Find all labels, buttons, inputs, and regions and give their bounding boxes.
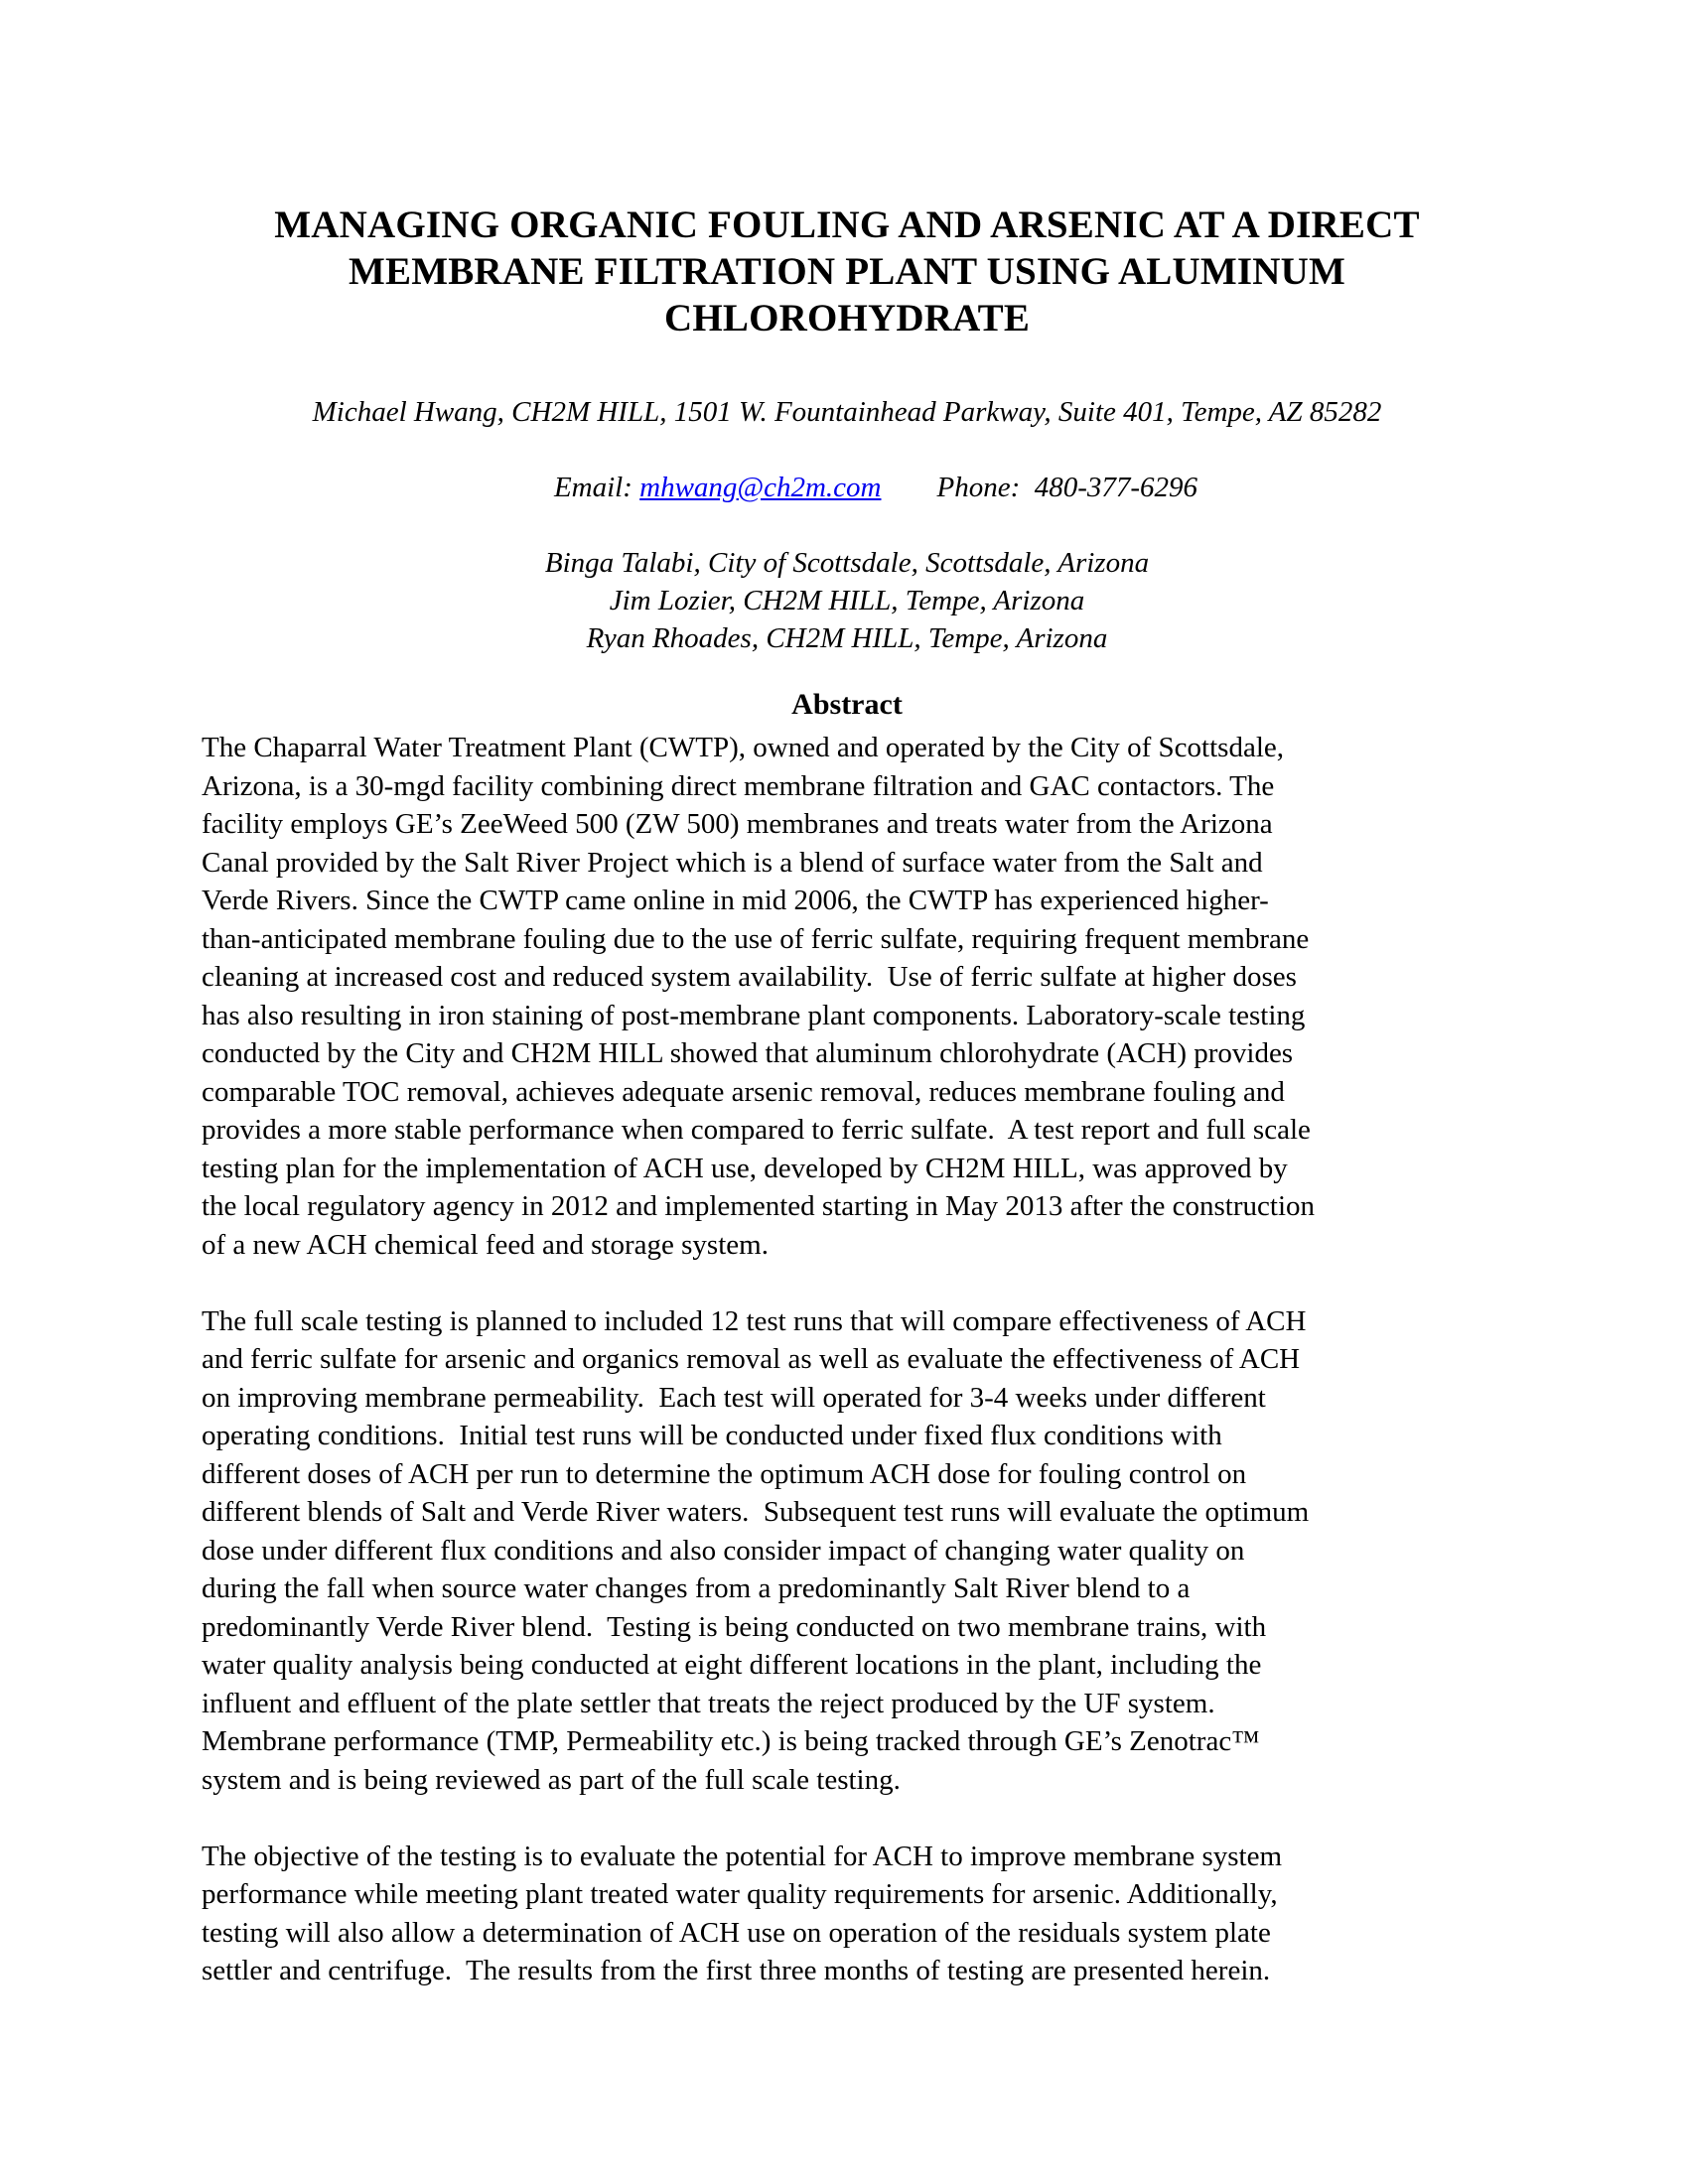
text-line: on improving membrane permeability. Each test will operated for 3-4 weeks under different — [202, 1381, 1266, 1414]
text-line: dose under different flux conditions and also consider impact of changing water quality on — [202, 1534, 1245, 1567]
text-line: different blends of Salt and Verde River waters. Subsequent test runs will evaluate the optimum — [202, 1496, 1310, 1528]
abstract-paragraph-1 — [202, 729, 1492, 1264]
text-line: operating conditions. Initial test runs will be conducted under fixed flux conditions with — [202, 1420, 1222, 1451]
abstract-heading: Abstract — [791, 688, 903, 721]
text-line: system and is being reviewed as part of the full scale testing. — [202, 1763, 901, 1796]
text-line: testing plan for the implementation of ACH use, developed by CH2M HILL, was approved by — [202, 1152, 1288, 1184]
text-line: comparable TOC removal, achieves adequate arsenic removal, reduces membrane fouling and — [202, 1075, 1285, 1108]
text-line: Canal provided by the Salt River Project which is a blend of surface water from the Salt and — [202, 846, 1263, 879]
text-line: performance while meeting plant treated water quality requirements for arsenic. Additionally, — [202, 1878, 1278, 1910]
text-line: water quality analysis being conducted at eight different locations in the plant, including the — [202, 1649, 1262, 1681]
text-line: The full scale testing is planned to included 12 test runs that will compare effectiveness of ACH — [202, 1304, 1307, 1337]
author-affiliation: Michael Hwang, CH2M HILL, 1501 W. Fountainhead Parkway, Suite 401, Tempe, AZ 85282 — [312, 396, 1382, 428]
abstract-paragraph-2 — [202, 1302, 1492, 1800]
text-line: Membrane performance (TMP, Permeability etc.) is being tracked through GE’s Zenotrac™ — [202, 1725, 1260, 1757]
text-line: The objective of the testing is to evaluate the potential for ACH to improve membrane system — [202, 1840, 1283, 1872]
phone-text: Phone: 480-377-6296 — [936, 472, 1198, 503]
text-line: Verde Rivers. Since the CWTP came online in mid 2006, the CWTP has experienced higher- — [202, 885, 1269, 916]
text-line: and ferric sulfate for arsenic and organics removal as well as evaluate the effectiveness of ACH — [202, 1343, 1301, 1375]
page-content — [202, 0, 1492, 1990]
text-line: testing will also allow a determination of ACH use on operation of the residuals system plate — [202, 1916, 1271, 1949]
text-line: different doses of ACH per run to determine the optimum ACH dose for fouling control on — [202, 1457, 1247, 1490]
contact-line — [202, 431, 1492, 544]
text-line: than-anticipated membrane fouling due to the use of ferric sulfate, requiring frequent membrane — [202, 922, 1310, 955]
text-line: Arizona, is a 30-mgd facility combining direct membrane filtration and GAC contactors. The — [202, 769, 1275, 802]
paper-title — [202, 202, 1492, 341]
text-line: facility employs GE’s ZeeWeed 500 (ZW 500) membranes and treats water from the Arizona — [202, 808, 1273, 840]
text-line: Ryan Rhoades, CH2M HILL, Tempe, Arizona — [586, 622, 1108, 654]
email-label: Email: — [553, 472, 640, 503]
text-line: CHLOROHYDRATE — [663, 297, 1031, 340]
text-line: Binga Talabi, City of Scottsdale, Scottsdale, Arizona — [544, 547, 1150, 579]
text-line: settler and centrifuge. The results from the first three months of testing are presented herein. — [202, 1955, 1271, 1986]
text-line: has also resulting in iron staining of post-membrane plant components. Laboratory-scale testing — [202, 999, 1306, 1031]
text-line: cleaning at increased cost and reduced system availability. Use of ferric sulfate at higher doses — [202, 961, 1297, 993]
abstract-paragraph-3 — [202, 1838, 1492, 1990]
text-line: during the fall when source water changes from a predominantly Salt River blend to a — [202, 1572, 1191, 1604]
email-link[interactable]: mhwang@ch2m.com — [639, 472, 882, 503]
author-block — [202, 393, 1492, 657]
text-line: predominantly Verde River blend. Testing is being conducted on two membrane trains, with — [202, 1610, 1267, 1643]
text-line: influent and effluent of the plate settler that treats the reject produced by the UF system. — [202, 1687, 1215, 1719]
text-line: Jim Lozier, CH2M HILL, Tempe, Arizona — [609, 585, 1085, 616]
text-line: of a new ACH chemical feed and storage system. — [202, 1228, 769, 1261]
text-line: the local regulatory agency in 2012 and implemented starting in May 2013 after the construction — [202, 1190, 1316, 1222]
coauthor-lines — [202, 544, 1492, 657]
text-line: The Chaparral Water Treatment Plant (CWTP), owned and operated by the City of Scottsdale, — [202, 732, 1285, 763]
text-line: MANAGING ORGANIC FOULING AND ARSENIC AT A DIRECT — [274, 204, 1420, 246]
text-line: conducted by the City and CH2M HILL showed that aluminum chlorohydrate (ACH) provides — [202, 1037, 1294, 1069]
text-line: MEMBRANE FILTRATION PLANT USING ALUMINUM — [348, 250, 1346, 293]
text-line: provides a more stable performance when compared to ferric sulfate. A test report and full scale — [202, 1114, 1311, 1146]
